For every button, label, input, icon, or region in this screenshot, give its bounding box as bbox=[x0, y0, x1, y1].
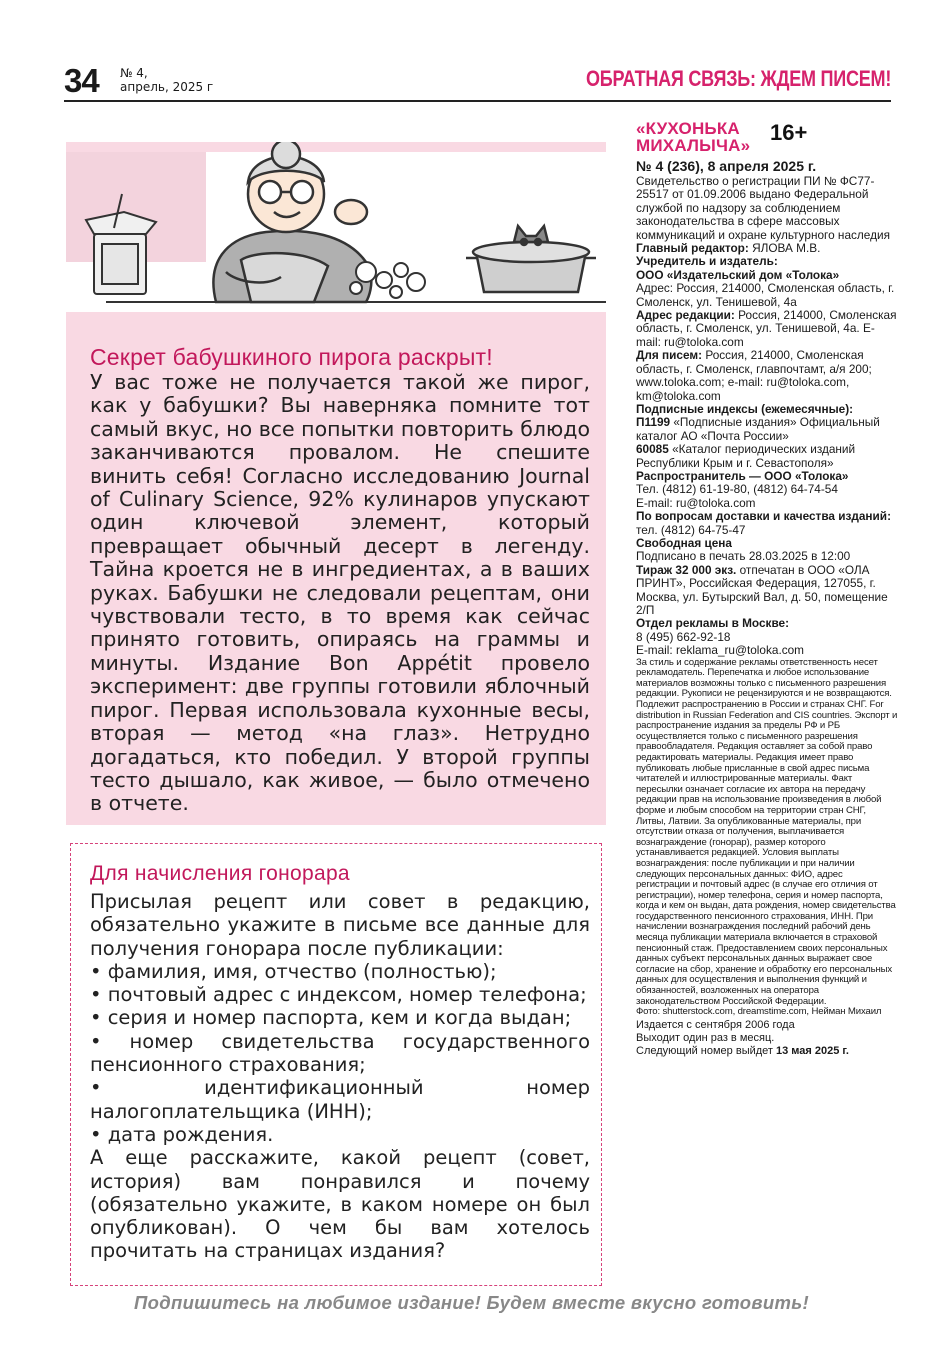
ads-email: E-mail: reklama_ru@toloka.com bbox=[636, 643, 805, 658]
signed-date: Подписано в печать 28.03.2025 в 12:00 bbox=[636, 549, 851, 564]
chief-editor-line bbox=[636, 242, 898, 255]
registration: Свидетельство о регистрации ПИ № ФС77-25517 от 01.09.2006 выдано Федеральной службой по надзору за соблюдением законодательства в сфере массовых коммуникаций и охране культурного наследия bbox=[636, 174, 890, 242]
list-item: • почтовый адрес с индексом, номер телефона; bbox=[90, 983, 590, 1006]
letters-line bbox=[636, 349, 898, 403]
page-number: 34 bbox=[64, 62, 99, 99]
grandmother-baking-illustration bbox=[66, 142, 606, 312]
letters-label: Для писем: bbox=[636, 348, 703, 363]
distributor-phones: Тел. (4812) 61-19-80, (4812) 64-74-54 bbox=[636, 482, 838, 497]
next-issue-label: Следующий номер выйдет bbox=[636, 1044, 773, 1057]
distributor-label: Распространитель — ООО «Толока» bbox=[636, 468, 849, 483]
editorial-address: Россия, 214000, Смоленская область, г. Смоленск, ул. Тенишевой, 4а. E-mail: ru@toloka.com bbox=[636, 308, 897, 349]
magazine-title: «КУХОНЬКА МИХАЛЫЧА» bbox=[636, 119, 751, 155]
founder: ООО «Издательский дом «Толока» bbox=[636, 267, 840, 282]
honorarium-outro: А еще расскажите, какой рецепт (совет, история) вам понравился и почему (обязательно укажите, в каком номере он был опубликован). О чем бы вам хотелось прочитать на страницах издания? bbox=[90, 1146, 590, 1263]
list-item: • серия и номер паспорта, кем и когда выдан; bbox=[90, 1006, 590, 1029]
next-issue-line bbox=[636, 1045, 898, 1057]
ads-label: Отдел рекламы в Москве: bbox=[636, 616, 790, 631]
honorarium-title: Для начисления гонорара bbox=[90, 862, 350, 885]
issue-line: № 4 (236), 8 апреля 2025 г. bbox=[636, 158, 817, 174]
list-item: • номер свидетельства государственного пенсионного страхования; bbox=[90, 1030, 590, 1077]
delivery-line bbox=[636, 510, 898, 537]
delivery-phone: тел. (4812) 64-75-47 bbox=[636, 522, 746, 537]
article-title: Секрет бабушкиного пирога раскрыт! bbox=[90, 344, 493, 370]
subscription-2: 60085 «Каталог периодических изданий Республики Крым и г. Севастополя» bbox=[636, 442, 856, 470]
article-body: У вас тоже не получается такой же пирог, как у бабушки? Вы наверняка помните тот самый вкус, но все попытки повторить блюдо заканчиваются провалом. Не спешите винить себя! Согласно исследованию Journal of Culinary Science, 92% кулинаров упускают один ключевой элемент, который превращает обычный десерт в легенду. Тайна кроется не в ингредиентах, а в ваших руках. Бабушки не следовали рецептам, они чувствовали тесто, в то время как сейчас принято готовить, опираясь на граммы и минуты. Издание Bon Appétit провело эксперимент: две группы готовили яблочный пирог. Первая использовала кухонные весы, вторая — метод «на глаз». Нетрудно догадаться, кто победил. У второй группы тесто дышало, как живое, — было отмечено в отчете. bbox=[90, 370, 590, 816]
list-item: • дата рождения. bbox=[90, 1123, 590, 1146]
frequency-line: Выходит один раз в месяц. bbox=[636, 1031, 775, 1044]
imprint-text bbox=[636, 175, 898, 658]
print-run: отпечатан в ООО «ОЛА ПРИНТ», Российская Федерация, 127055, г. Москва, ул. Бутырский Вал, д. 50, помещение 2/П bbox=[636, 562, 888, 617]
issue-number: № 4, bbox=[120, 66, 148, 80]
since-line: Издается с сентября 2006 года bbox=[636, 1018, 795, 1031]
issue-info bbox=[120, 66, 213, 94]
age-rating: 16+ bbox=[770, 120, 808, 145]
honorarium-body bbox=[90, 890, 590, 1263]
photo-credit: Фото: shutterstock.com, dreamstime.com, Нейман Михаил bbox=[636, 1006, 882, 1018]
list-item: • идентификационный номер налогоплательщика (ИНН); bbox=[90, 1076, 590, 1123]
list-item: • фамилия, имя, отчество (полностью); bbox=[90, 960, 590, 983]
section-title: ОБРАТНАЯ СВЯЗЬ: ЖДЕМ ПИСЕМ! bbox=[585, 66, 891, 91]
issue-date: апрель, 2025 г bbox=[120, 80, 214, 94]
next-issue-date: 13 мая 2025 г. bbox=[776, 1044, 849, 1057]
print-run-label: Тираж 32 000 экз. bbox=[636, 562, 737, 577]
footer-slogan: Подпишитесь на любимое издание! Будем вместе вкусно готовить! bbox=[134, 1292, 809, 1313]
editorial-label: Адрес редакции: bbox=[636, 308, 735, 323]
distributor-email: E-mail: ru@toloka.com bbox=[636, 495, 756, 510]
honorarium-intro: Присылая рецепт или совет в редакцию, обязательно укажите в письме все данные для получения гонорара после публикации: bbox=[90, 890, 590, 960]
ads-phone: 8 (495) 662-92-18 bbox=[636, 629, 731, 644]
chief-editor: ЯЛОВА М.В. bbox=[752, 241, 821, 256]
imprint-column bbox=[636, 120, 898, 1057]
delivery-label: По вопросам доставки и качества изданий: bbox=[636, 509, 891, 524]
price: Свободная цена bbox=[636, 535, 732, 550]
grandmother-illustration-svg bbox=[66, 142, 606, 312]
subscription-1: П1199 «Подписные издания» Официальный каталог АО «Почта России» bbox=[636, 415, 880, 443]
founder-address: Адрес: Россия, 214000, Смоленская область, г. Смоленск, ул. Тенишевой, 4а bbox=[636, 281, 895, 309]
founder-label: Учредитель и издатель: bbox=[636, 254, 778, 269]
chief-editor-label: Главный редактор: bbox=[636, 241, 749, 256]
print-run-line bbox=[636, 564, 898, 618]
header-rule bbox=[64, 100, 891, 102]
fine-print: За стиль и содержание рекламы ответственность несет рекламодатель. Перепечатка и любое использование материалов возможны только с письменного разрешения редакции. Рукописи не рецензируются и не возвращаются. Подлежит распространению в России и странах СНГ. For distribution in Russian Federation and CIS countries. Экспорт и распространение издания за пределы РФ и РБ осуществляется только с письменного разрешения правообладателя. Редакция оставляет за собой право редактировать материалы. Редакция имеет право публиковать любые присланные в свой адрес письма читателей и иллюстрированные материалы. Факт пересылки означает согласие их автора на передачу редакции прав на использование произведения в любой форме и любым способом на территории стран СНГ, Литвы, Латвии. За опубликованные материалы, при отсутствии отказа от получения, выплачивается вознаграждение (гонорар), размер которого устанавливается редакцией. Условия выплаты вознаграждения: после публикации и при наличии следующих персональных данных: ФИО, адрес регистрации и почтовый адрес (в случае его отличия от регистрации), номер телефона, серия и номер паспорта, когда и кем он выдан, дата рождения, номер свидетельства государственного пенсионного страхования, ИНН. При начислении вознаграждения последний рабочий день месяца публикации материала включается в страховой пенсионный стаж. Предоставлением своих персональных данных субъект персональных данных выражает свое согласие на сбор, хранение и обработку его персональных данных для осуществления и выполнения функций и обязанностей, возложенных на оператора законодательством Российской Федерации. bbox=[636, 656, 898, 1007]
subscription-label: Подписные индексы (ежемесячные): bbox=[636, 401, 854, 416]
editorial-address-line bbox=[636, 309, 898, 349]
letters-address: Россия, 214000, Смоленская область, г. Смоленск, главпочтамт, а/я 200; www.toloka.com; e-mail: ru@toloka.com, km@toloka.com bbox=[636, 348, 872, 403]
